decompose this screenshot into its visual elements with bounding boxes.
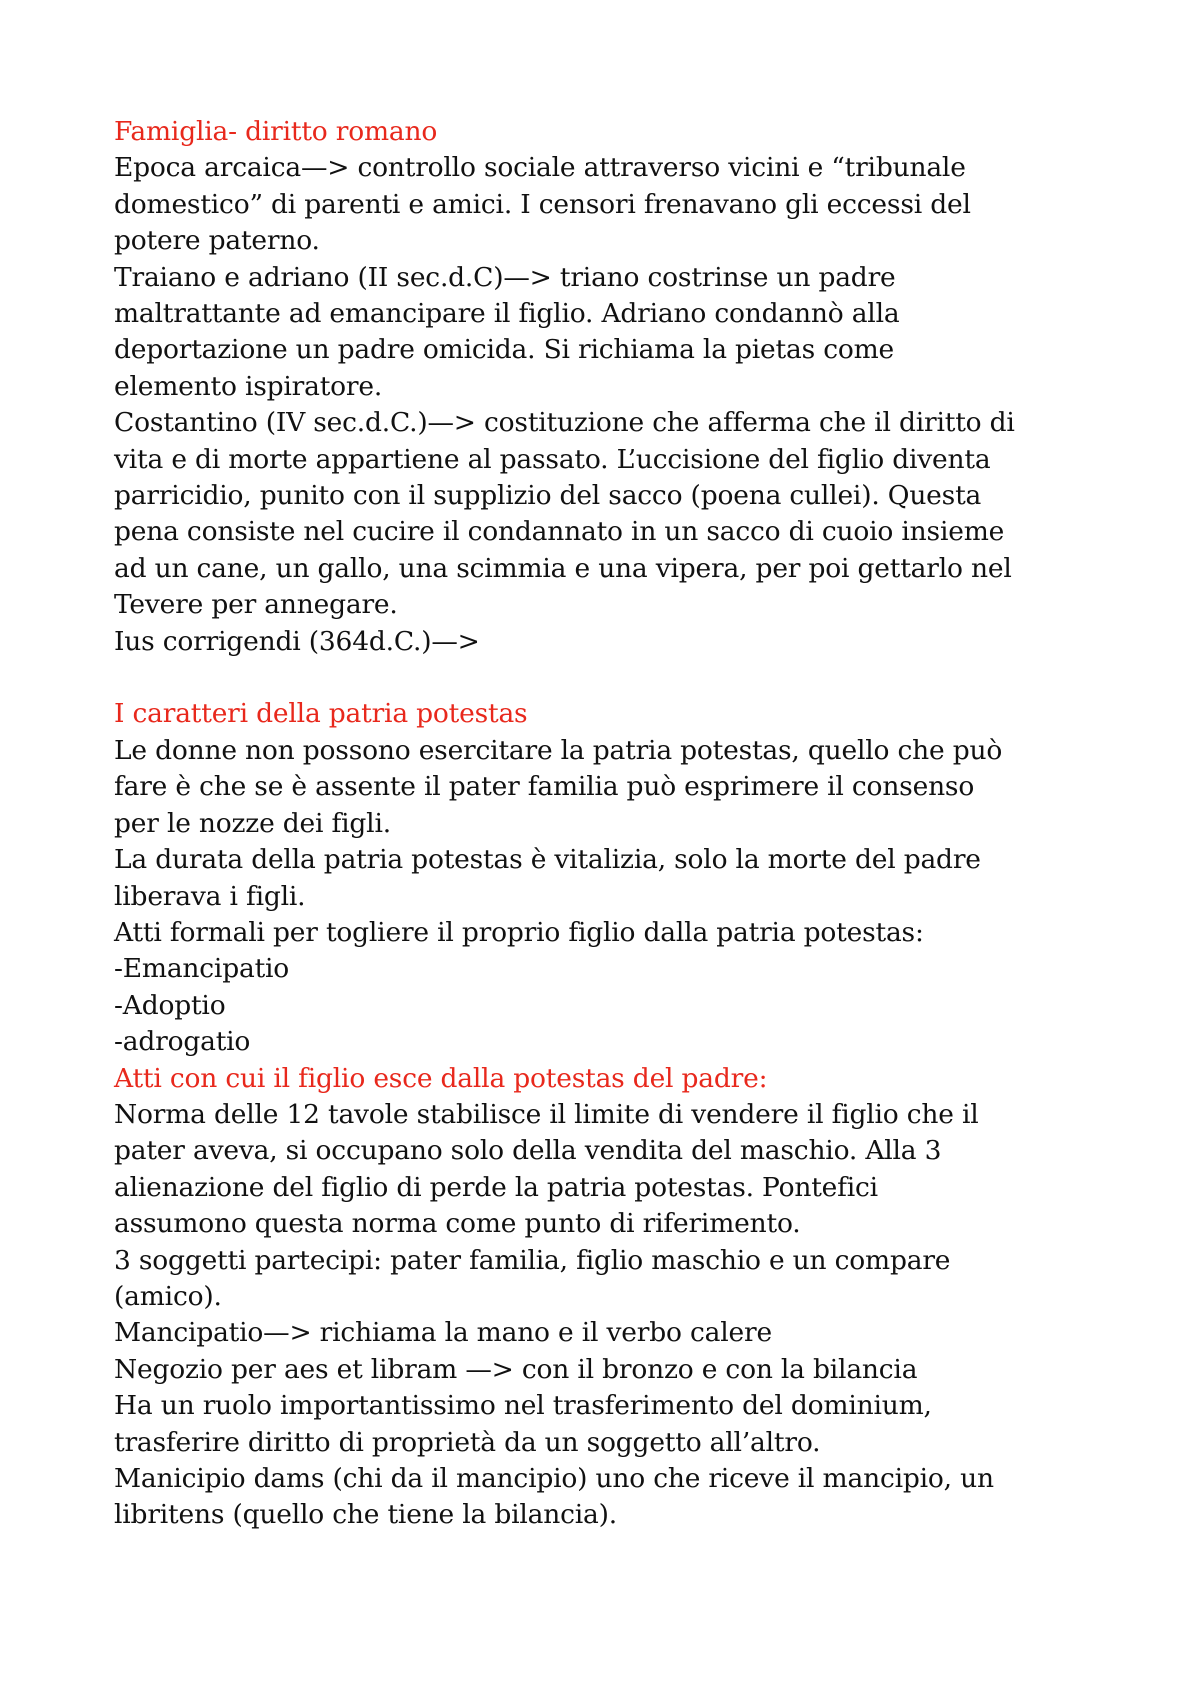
list-item: -Adoptio	[114, 989, 226, 1021]
text-line: Atti formali per togliere il proprio figlio dalla patria potestas:	[114, 916, 924, 948]
text-line: Mancipatio—> richiama la mano e il verbo calere	[114, 1317, 772, 1349]
text-line: trasferire diritto di proprietà da un soggetto all’altro.	[114, 1426, 821, 1458]
section-atti-figlio	[114, 1061, 1114, 1534]
text-line: alienazione del figlio di perde la patria potestas. Pontefici	[114, 1171, 878, 1203]
section-heading: Atti con cui il figlio esce dalla potestas del padre:	[114, 1062, 768, 1094]
section-famiglia	[114, 114, 1114, 660]
text-line: La durata della patria potestas è vitalizia, solo la morte del padre	[114, 844, 981, 876]
text-line: assumono questa norma come punto di riferimento.	[114, 1208, 801, 1240]
blank-line	[114, 660, 1114, 696]
text-line: maltrattante ad emancipare il figlio. Adriano condannò alla	[114, 298, 900, 330]
text-line: Negozio per aes et libram —> con il bronzo e con la bilancia	[114, 1353, 918, 1385]
text-line: parricidio, punito con il supplizio del sacco (poena cullei). Questa	[114, 480, 982, 512]
text-line: Ha un ruolo importantissimo nel trasferimento del dominium,	[114, 1390, 932, 1422]
text-line: domestico” di parenti e amici. I censori frenavano gli eccessi del	[114, 188, 971, 220]
text-line: Costantino (IV sec.d.C.)—> costituzione che afferma che il diritto di	[114, 407, 1015, 439]
text-line: ad un cane, un gallo, una scimmia e una vipera, per poi gettarlo nel	[114, 552, 1012, 584]
text-line: Le donne non possono esercitare la patria potestas, quello che può	[114, 734, 1003, 766]
section-caratteri-patria-potestas	[114, 696, 1114, 1060]
section-heading: I caratteri della patria potestas	[114, 698, 528, 730]
text-line: potere paterno.	[114, 225, 320, 257]
text-line: liberava i figli.	[114, 880, 306, 912]
text-line: pater aveva, si occupano solo della vendita del maschio. Alla 3	[114, 1135, 942, 1167]
text-line: fare è che se è assente il pater familia può esprimere il consenso	[114, 771, 975, 803]
text-line: Tevere per annegare.	[114, 589, 398, 621]
text-line: Epoca arcaica—> controllo sociale attraverso vicini e “tribunale	[114, 152, 966, 184]
text-line: deportazione un padre omicida. Si richiama la pietas come	[114, 334, 895, 366]
list-item: -Emancipatio	[114, 953, 290, 985]
text-line: 3 soggetti partecipi: pater familia, figlio maschio e un compare	[114, 1244, 951, 1276]
text-line: pena consiste nel cucire il condannato in un sacco di cuoio insieme	[114, 516, 1005, 548]
list-item: -adrogatio	[114, 1026, 251, 1058]
text-line: elemento ispiratore.	[114, 370, 383, 402]
text-line: Norma delle 12 tavole stabilisce il limite di vendere il figlio che il	[114, 1098, 979, 1130]
text-line: per le nozze dei figli.	[114, 807, 391, 839]
text-line: Manicipio dams (chi da il mancipio) uno che riceve il mancipio, un	[114, 1463, 994, 1495]
document-page	[114, 114, 1114, 1534]
text-line: vita e di morte appartiene al passato. L’uccisione del figlio diventa	[114, 443, 991, 475]
text-line: libritens (quello che tiene la bilancia).	[114, 1499, 618, 1531]
text-line: (amico).	[114, 1280, 222, 1312]
text-line: Ius corrigendi (364d.C.)—>	[114, 625, 480, 657]
text-line: Traiano e adriano (II sec.d.C)—> triano costrinse un padre	[114, 261, 896, 293]
section-heading: Famiglia- diritto romano	[114, 116, 438, 147]
